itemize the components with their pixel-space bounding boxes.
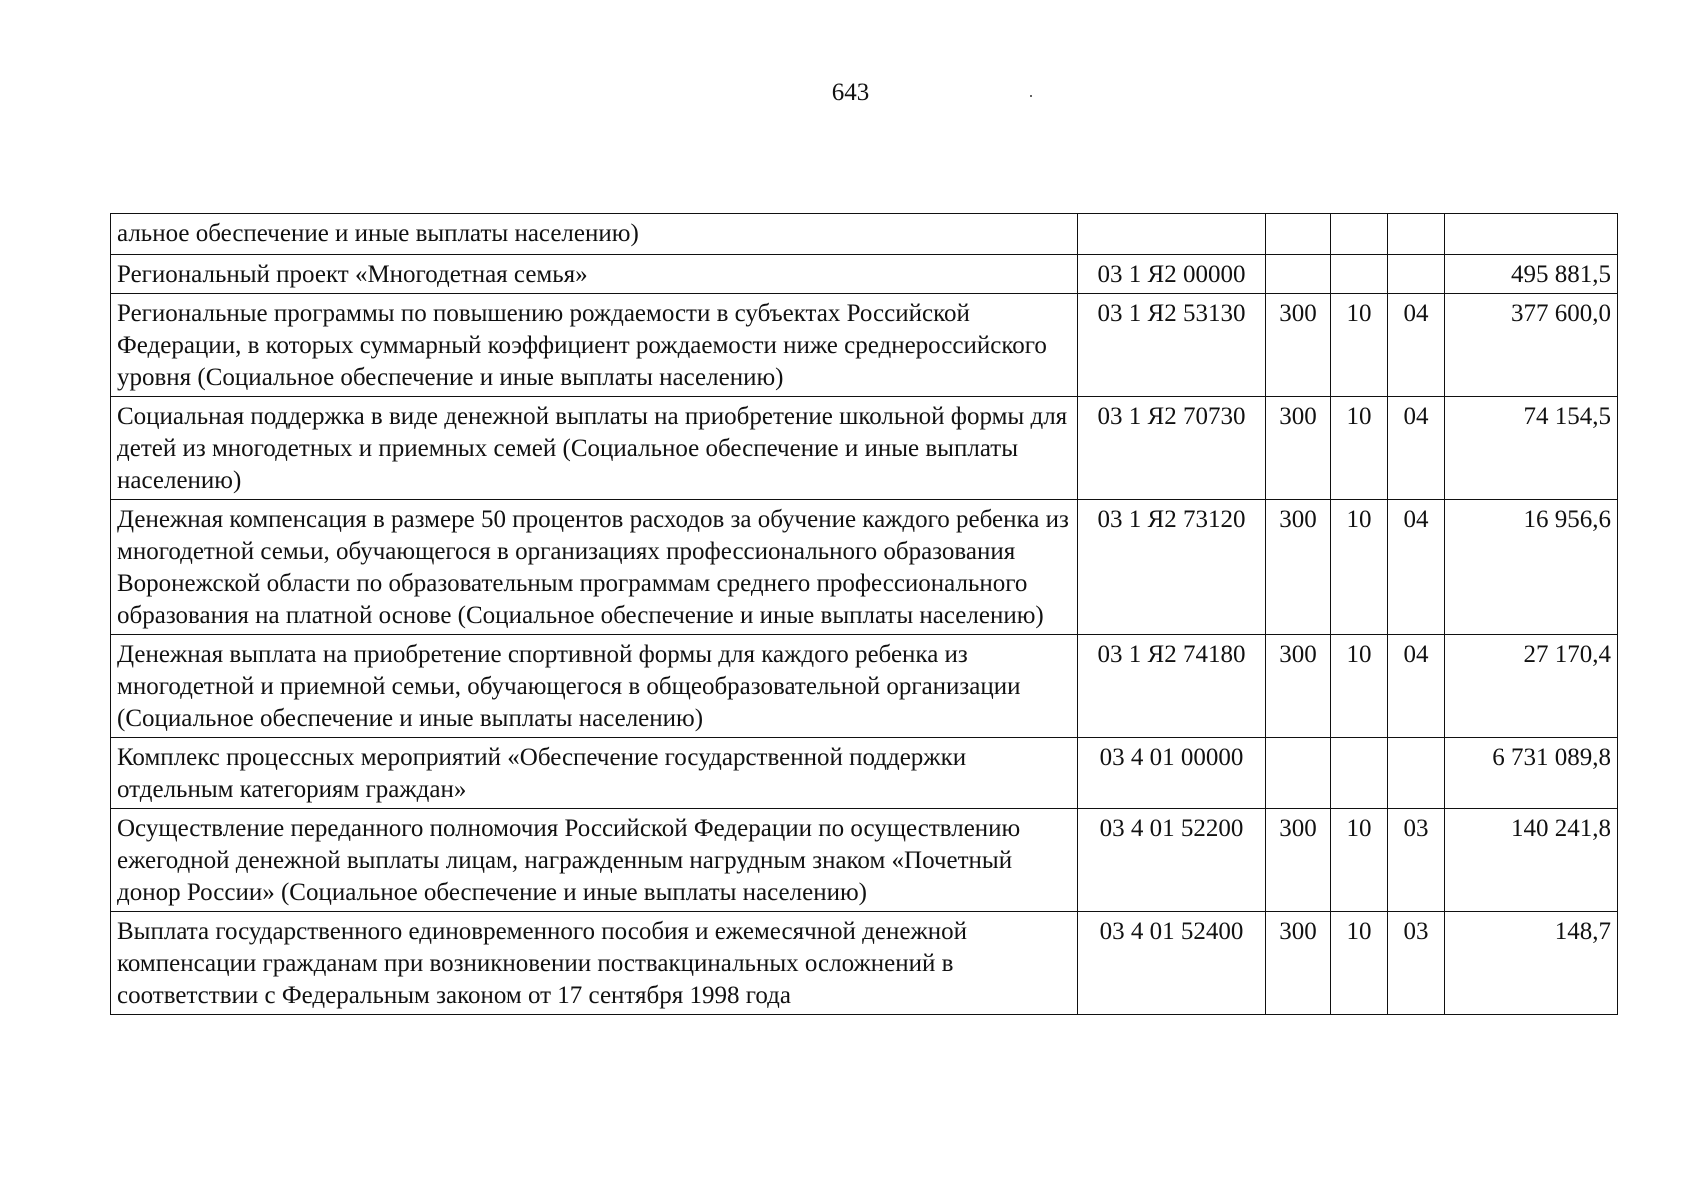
row-amount: 148,7 <box>1445 912 1618 1015</box>
row-name: Денежная выплата на приобретение спортивной формы для каждого ребенка из многодетной и приемной семьи, обучающегося в общеобразовательной организации (Социальное обеспечение и иные выплаты населению) <box>111 635 1078 738</box>
row-target-code: 03 1 Я2 70730 <box>1078 397 1266 500</box>
row-subsection: 04 <box>1388 397 1445 500</box>
row-amount <box>1445 214 1618 255</box>
row-section: 10 <box>1331 397 1388 500</box>
row-amount: 495 881,5 <box>1445 255 1618 294</box>
row-expense-type: 300 <box>1266 500 1331 635</box>
row-name: альное обеспечение и иные выплаты населению) <box>111 214 1078 255</box>
table-row <box>111 912 1618 1015</box>
table-row <box>111 738 1618 809</box>
row-amount: 16 956,6 <box>1445 500 1618 635</box>
row-subsection: 03 <box>1388 912 1445 1015</box>
row-subsection: 04 <box>1388 500 1445 635</box>
row-subsection <box>1388 255 1445 294</box>
row-amount: 140 241,8 <box>1445 809 1618 912</box>
row-section: 10 <box>1331 500 1388 635</box>
row-subsection: 04 <box>1388 635 1445 738</box>
table-row <box>111 397 1618 500</box>
row-amount: 27 170,4 <box>1445 635 1618 738</box>
page-number: 643 <box>831 79 870 106</box>
row-target-code: 03 1 Я2 53130 <box>1078 294 1266 397</box>
row-name: Комплекс процессных мероприятий «Обеспечение государственной поддержки отдельным категориям граждан» <box>111 738 1078 809</box>
table-row <box>111 809 1618 912</box>
row-name: Региональный проект «Многодетная семья» <box>111 255 1078 294</box>
row-target-code: 03 1 Я2 00000 <box>1078 255 1266 294</box>
row-target-code: 03 1 Я2 73120 <box>1078 500 1266 635</box>
row-expense-type: 300 <box>1266 809 1331 912</box>
row-amount: 74 154,5 <box>1445 397 1618 500</box>
row-section: 10 <box>1331 635 1388 738</box>
row-subsection: 04 <box>1388 294 1445 397</box>
row-section <box>1331 255 1388 294</box>
row-expense-type: 300 <box>1266 635 1331 738</box>
row-subsection: 03 <box>1388 809 1445 912</box>
row-expense-type: 300 <box>1266 912 1331 1015</box>
row-target-code: 03 4 01 52400 <box>1078 912 1266 1015</box>
row-target-code: 03 4 01 00000 <box>1078 738 1266 809</box>
row-expense-type: 300 <box>1266 294 1331 397</box>
row-subsection <box>1388 214 1445 255</box>
budget-table <box>110 213 1618 1015</box>
table-row <box>111 635 1618 738</box>
row-name: Социальная поддержка в виде денежной выплаты на приобретение школьной формы для детей из многодетных и приемных семей (Социальное обеспечение и иные выплаты населению) <box>111 397 1078 500</box>
table-row <box>111 294 1618 397</box>
scan-speck <box>1030 95 1032 97</box>
row-amount: 377 600,0 <box>1445 294 1618 397</box>
row-expense-type <box>1266 738 1331 809</box>
row-section: 10 <box>1331 809 1388 912</box>
row-target-code <box>1078 214 1266 255</box>
row-name: Осуществление переданного полномочия Российской Федерации по осуществлению ежегодной денежной выплаты лицам, награжденным нагрудным знаком «Почетный донор России» (Социальное обеспечение и иные выплаты населению) <box>111 809 1078 912</box>
row-section <box>1331 214 1388 255</box>
row-name: Региональные программы по повышению рождаемости в субъектах Российской Федерации, в которых суммарный коэффициент рождаемости ниже среднероссийского уровня (Социальное обеспечение и иные выплаты населению) <box>111 294 1078 397</box>
row-target-code: 03 1 Я2 74180 <box>1078 635 1266 738</box>
row-section: 10 <box>1331 294 1388 397</box>
table-row <box>111 500 1618 635</box>
row-subsection <box>1388 738 1445 809</box>
row-expense-type <box>1266 255 1331 294</box>
row-name: Денежная компенсация в размере 50 процентов расходов за обучение каждого ребенка из многодетной семьи, обучающегося в организациях профессионального образования Воронежской области по образовательным программам среднего профессионального образования на платной основе (Социальное обеспечение и иные выплаты населению) <box>111 500 1078 635</box>
table-row <box>111 255 1618 294</box>
row-section: 10 <box>1331 912 1388 1015</box>
row-section <box>1331 738 1388 809</box>
row-expense-type <box>1266 214 1331 255</box>
row-target-code: 03 4 01 52200 <box>1078 809 1266 912</box>
table-row <box>111 214 1618 255</box>
row-amount: 6 731 089,8 <box>1445 738 1618 809</box>
row-expense-type: 300 <box>1266 397 1331 500</box>
row-name: Выплата государственного единовременного пособия и ежемесячной денежной компенсации гражданам при возникновении поствакцинальных осложнений в соответствии с Федеральным законом от 17 сентября 1998 года <box>111 912 1078 1015</box>
